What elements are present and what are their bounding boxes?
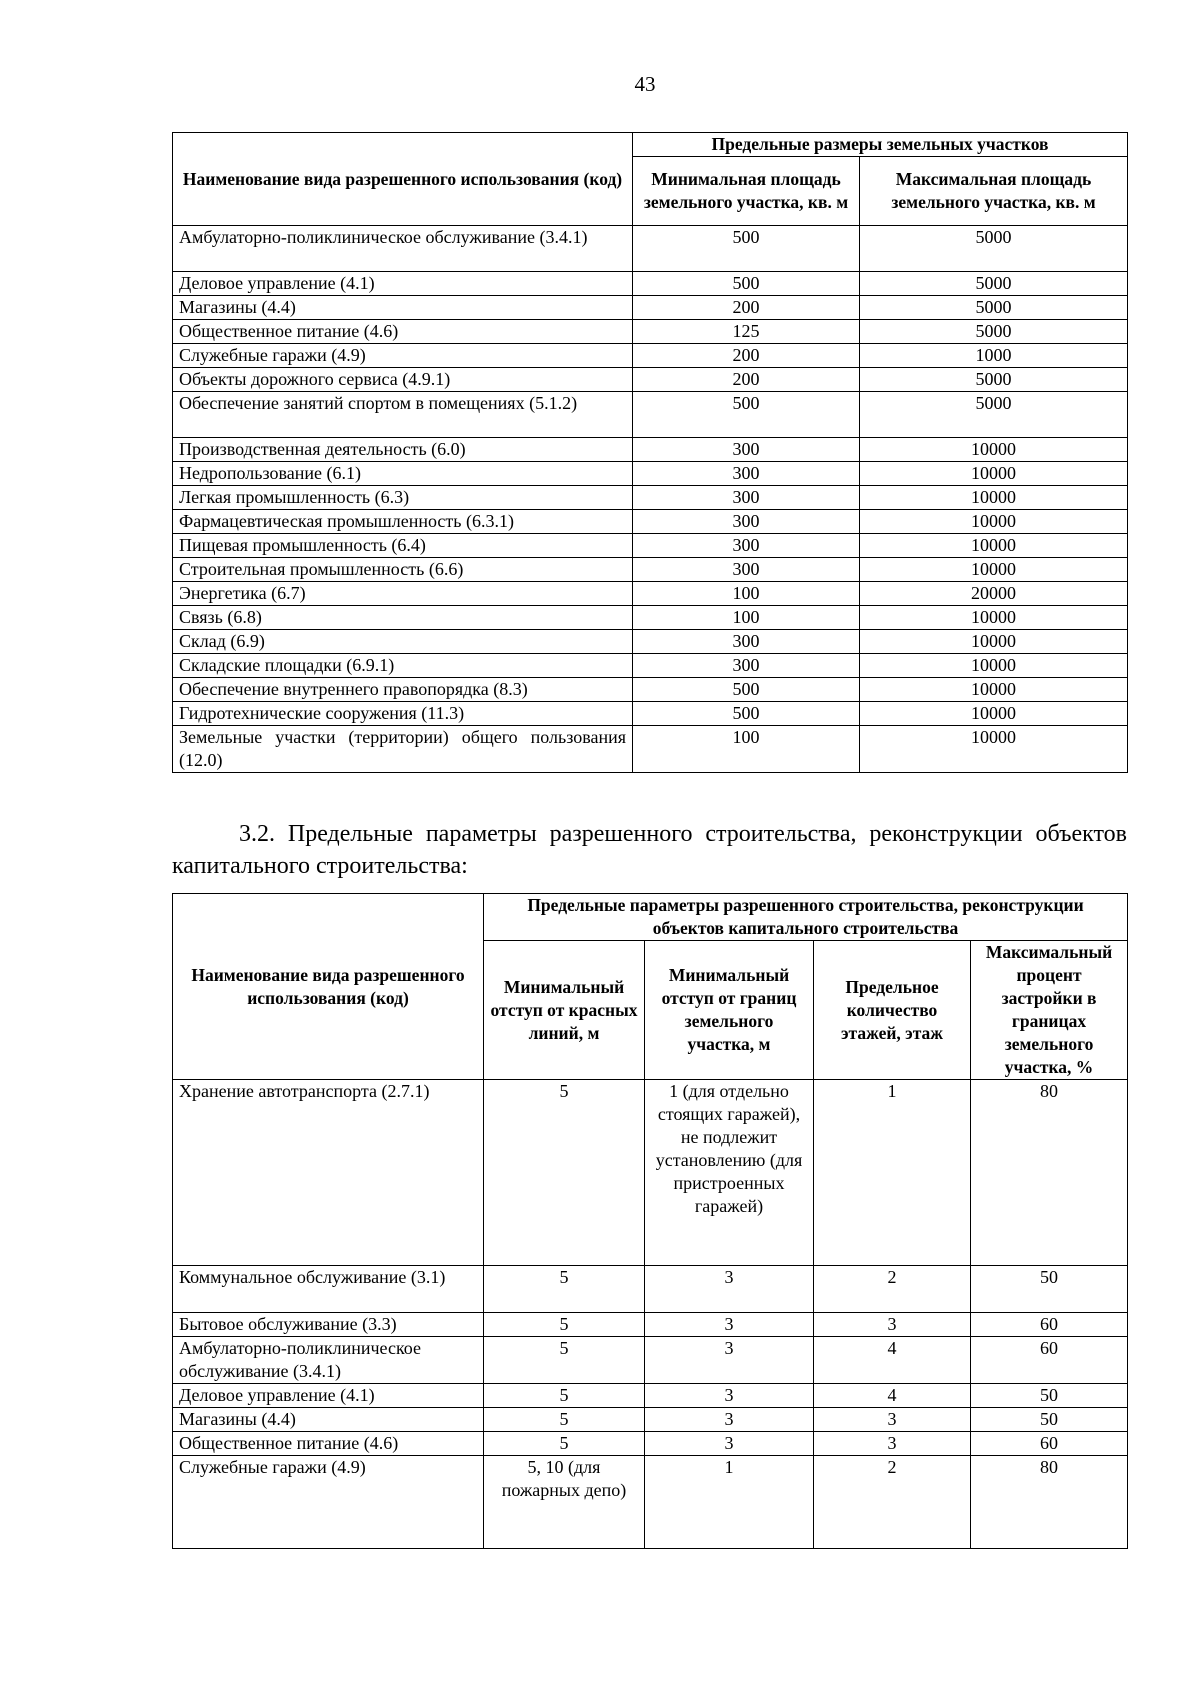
row-max: 10000 bbox=[860, 462, 1128, 486]
row-red-lines: 5 bbox=[484, 1080, 645, 1266]
row-name: Недропользование (6.1) bbox=[173, 462, 633, 486]
table-row bbox=[173, 1384, 1128, 1408]
table-row bbox=[173, 726, 1128, 773]
row-floors: 3 bbox=[814, 1408, 971, 1432]
row-min: 200 bbox=[633, 368, 860, 392]
row-name: Магазины (4.4) bbox=[173, 296, 633, 320]
row-min: 100 bbox=[633, 582, 860, 606]
row-boundaries: 3 bbox=[645, 1337, 814, 1384]
row-name: Энергетика (6.7) bbox=[173, 582, 633, 606]
table-row bbox=[173, 702, 1128, 726]
row-min: 500 bbox=[633, 226, 860, 272]
header-plot-size-group: Предельные размеры земельных участков bbox=[633, 133, 1128, 157]
table-row bbox=[173, 1408, 1128, 1432]
row-min: 300 bbox=[633, 462, 860, 486]
row-max: 5000 bbox=[860, 272, 1128, 296]
row-max: 10000 bbox=[860, 558, 1128, 582]
row-boundaries: 3 bbox=[645, 1408, 814, 1432]
row-max: 5000 bbox=[860, 320, 1128, 344]
row-min: 100 bbox=[633, 726, 860, 773]
table-row bbox=[173, 320, 1128, 344]
table-row bbox=[173, 296, 1128, 320]
land-plot-size-table bbox=[172, 132, 1128, 773]
table-row bbox=[173, 582, 1128, 606]
table-row bbox=[173, 654, 1128, 678]
row-percent: 60 bbox=[971, 1432, 1128, 1456]
header-max-area: Максимальная площадь земельного участка, кв. м bbox=[860, 157, 1128, 226]
row-name: Деловое управление (4.1) bbox=[173, 1384, 484, 1408]
header-boundary-offset: Минимальный отступ от границ земельного участка, м bbox=[645, 941, 814, 1080]
header-use-type: Наименование вида разрешенного использования (код) bbox=[173, 894, 484, 1080]
row-red-lines: 5, 10 (для пожарных депо) bbox=[484, 1456, 645, 1549]
row-name: Деловое управление (4.1) bbox=[173, 272, 633, 296]
row-max: 10000 bbox=[860, 510, 1128, 534]
row-max: 1000 bbox=[860, 344, 1128, 368]
header-min-area: Минимальная площадь земельного участка, кв. м bbox=[633, 157, 860, 226]
row-max: 5000 bbox=[860, 226, 1128, 272]
construction-parameters-table bbox=[172, 893, 1128, 1549]
row-floors: 4 bbox=[814, 1384, 971, 1408]
row-name: Склад (6.9) bbox=[173, 630, 633, 654]
row-min: 200 bbox=[633, 344, 860, 368]
row-name: Общественное питание (4.6) bbox=[173, 1432, 484, 1456]
row-boundaries: 3 bbox=[645, 1432, 814, 1456]
table-row bbox=[173, 1456, 1128, 1549]
row-min: 500 bbox=[633, 392, 860, 438]
row-name: Гидротехнические сооружения (11.3) bbox=[173, 702, 633, 726]
row-min: 300 bbox=[633, 558, 860, 582]
row-name: Пищевая промышленность (6.4) bbox=[173, 534, 633, 558]
row-percent: 50 bbox=[971, 1384, 1128, 1408]
row-max: 10000 bbox=[860, 534, 1128, 558]
row-floors: 3 bbox=[814, 1313, 971, 1337]
header-red-lines-offset: Минимальный отступ от красных линий, м bbox=[484, 941, 645, 1080]
row-min: 300 bbox=[633, 438, 860, 462]
table-row bbox=[173, 272, 1128, 296]
row-name: Обеспечение внутреннего правопорядка (8.3) bbox=[173, 678, 633, 702]
row-name: Бытовое обслуживание (3.3) bbox=[173, 1313, 484, 1337]
row-name: Амбулаторно-поликлиническое обслуживание (3.4.1) bbox=[173, 226, 633, 272]
row-min: 300 bbox=[633, 654, 860, 678]
row-max: 10000 bbox=[860, 438, 1128, 462]
row-percent: 60 bbox=[971, 1337, 1128, 1384]
row-red-lines: 5 bbox=[484, 1313, 645, 1337]
table-row bbox=[173, 678, 1128, 702]
row-boundaries: 3 bbox=[645, 1313, 814, 1337]
row-name: Служебные гаражи (4.9) bbox=[173, 344, 633, 368]
table-row bbox=[173, 486, 1128, 510]
header-build-percent: Максимальный процент застройки в границах земельного участка, % bbox=[971, 941, 1128, 1080]
row-max: 20000 bbox=[860, 582, 1128, 606]
table-row bbox=[173, 606, 1128, 630]
row-name: Складские площадки (6.9.1) bbox=[173, 654, 633, 678]
row-min: 500 bbox=[633, 272, 860, 296]
row-percent: 50 bbox=[971, 1266, 1128, 1313]
row-max: 10000 bbox=[860, 726, 1128, 773]
row-percent: 50 bbox=[971, 1408, 1128, 1432]
table-row bbox=[173, 462, 1128, 486]
row-name: Земельные участки (территории) общего пользования (12.0) bbox=[173, 726, 633, 773]
row-min: 125 bbox=[633, 320, 860, 344]
row-floors: 3 bbox=[814, 1432, 971, 1456]
row-red-lines: 5 bbox=[484, 1266, 645, 1313]
section-heading: 3.2. Предельные параметры разрешенного строительства, реконструкции объектов капитального строительства: bbox=[172, 821, 1127, 879]
row-name: Строительная промышленность (6.6) bbox=[173, 558, 633, 582]
row-name: Амбулаторно-поликлиническое обслуживание (3.4.1) bbox=[173, 1337, 484, 1384]
row-max: 5000 bbox=[860, 296, 1128, 320]
row-name: Объекты дорожного сервиса (4.9.1) bbox=[173, 368, 633, 392]
row-max: 10000 bbox=[860, 702, 1128, 726]
table-row bbox=[173, 392, 1128, 438]
row-name: Коммунальное обслуживание (3.1) bbox=[173, 1266, 484, 1313]
row-floors: 2 bbox=[814, 1456, 971, 1549]
row-floors: 4 bbox=[814, 1337, 971, 1384]
table-row bbox=[173, 1266, 1128, 1313]
row-floors: 1 bbox=[814, 1080, 971, 1266]
row-min: 500 bbox=[633, 702, 860, 726]
table-row bbox=[173, 368, 1128, 392]
row-boundaries: 1 (для отдельно стоящих гаражей), не подлежит установлению (для пристроенных гаражей) bbox=[645, 1080, 814, 1266]
table-row bbox=[173, 534, 1128, 558]
row-percent: 60 bbox=[971, 1313, 1128, 1337]
row-min: 300 bbox=[633, 486, 860, 510]
row-max: 10000 bbox=[860, 654, 1128, 678]
row-min: 100 bbox=[633, 606, 860, 630]
row-name: Служебные гаражи (4.9) bbox=[173, 1456, 484, 1549]
table-row bbox=[173, 558, 1128, 582]
header-parameters-group: Предельные параметры разрешенного строительства, реконструкции объектов капитального строительства bbox=[484, 894, 1128, 941]
row-min: 300 bbox=[633, 630, 860, 654]
row-percent: 80 bbox=[971, 1456, 1128, 1549]
table-row bbox=[173, 344, 1128, 368]
row-red-lines: 5 bbox=[484, 1408, 645, 1432]
row-boundaries: 1 bbox=[645, 1456, 814, 1549]
row-max: 5000 bbox=[860, 392, 1128, 438]
table-row bbox=[173, 1313, 1128, 1337]
row-red-lines: 5 bbox=[484, 1384, 645, 1408]
row-min: 300 bbox=[633, 510, 860, 534]
row-floors: 2 bbox=[814, 1266, 971, 1313]
row-min: 500 bbox=[633, 678, 860, 702]
row-max: 10000 bbox=[860, 486, 1128, 510]
row-name: Общественное питание (4.6) bbox=[173, 320, 633, 344]
row-max: 10000 bbox=[860, 678, 1128, 702]
row-red-lines: 5 bbox=[484, 1432, 645, 1456]
table-row bbox=[173, 1337, 1128, 1384]
row-name: Фармацевтическая промышленность (6.3.1) bbox=[173, 510, 633, 534]
row-boundaries: 3 bbox=[645, 1384, 814, 1408]
row-max: 5000 bbox=[860, 368, 1128, 392]
row-max: 10000 bbox=[860, 606, 1128, 630]
row-name: Хранение автотранспорта (2.7.1) bbox=[173, 1080, 484, 1266]
table-row bbox=[173, 630, 1128, 654]
row-name: Связь (6.8) bbox=[173, 606, 633, 630]
row-max: 10000 bbox=[860, 630, 1128, 654]
row-min: 200 bbox=[633, 296, 860, 320]
row-name: Обеспечение занятий спортом в помещениях (5.1.2) bbox=[173, 392, 633, 438]
page-number: 43 bbox=[634, 72, 656, 96]
row-name: Легкая промышленность (6.3) bbox=[173, 486, 633, 510]
row-red-lines: 5 bbox=[484, 1337, 645, 1384]
table-row bbox=[173, 438, 1128, 462]
row-min: 300 bbox=[633, 534, 860, 558]
row-boundaries: 3 bbox=[645, 1266, 814, 1313]
row-name: Магазины (4.4) bbox=[173, 1408, 484, 1432]
header-floor-limit: Предельное количество этажей, этаж bbox=[814, 941, 971, 1080]
table-row bbox=[173, 226, 1128, 272]
row-percent: 80 bbox=[971, 1080, 1128, 1266]
row-name: Производственная деятельность (6.0) bbox=[173, 438, 633, 462]
header-use-type: Наименование вида разрешенного использования (код) bbox=[173, 133, 633, 226]
table-row bbox=[173, 1080, 1128, 1266]
table-row bbox=[173, 1432, 1128, 1456]
table-row bbox=[173, 510, 1128, 534]
